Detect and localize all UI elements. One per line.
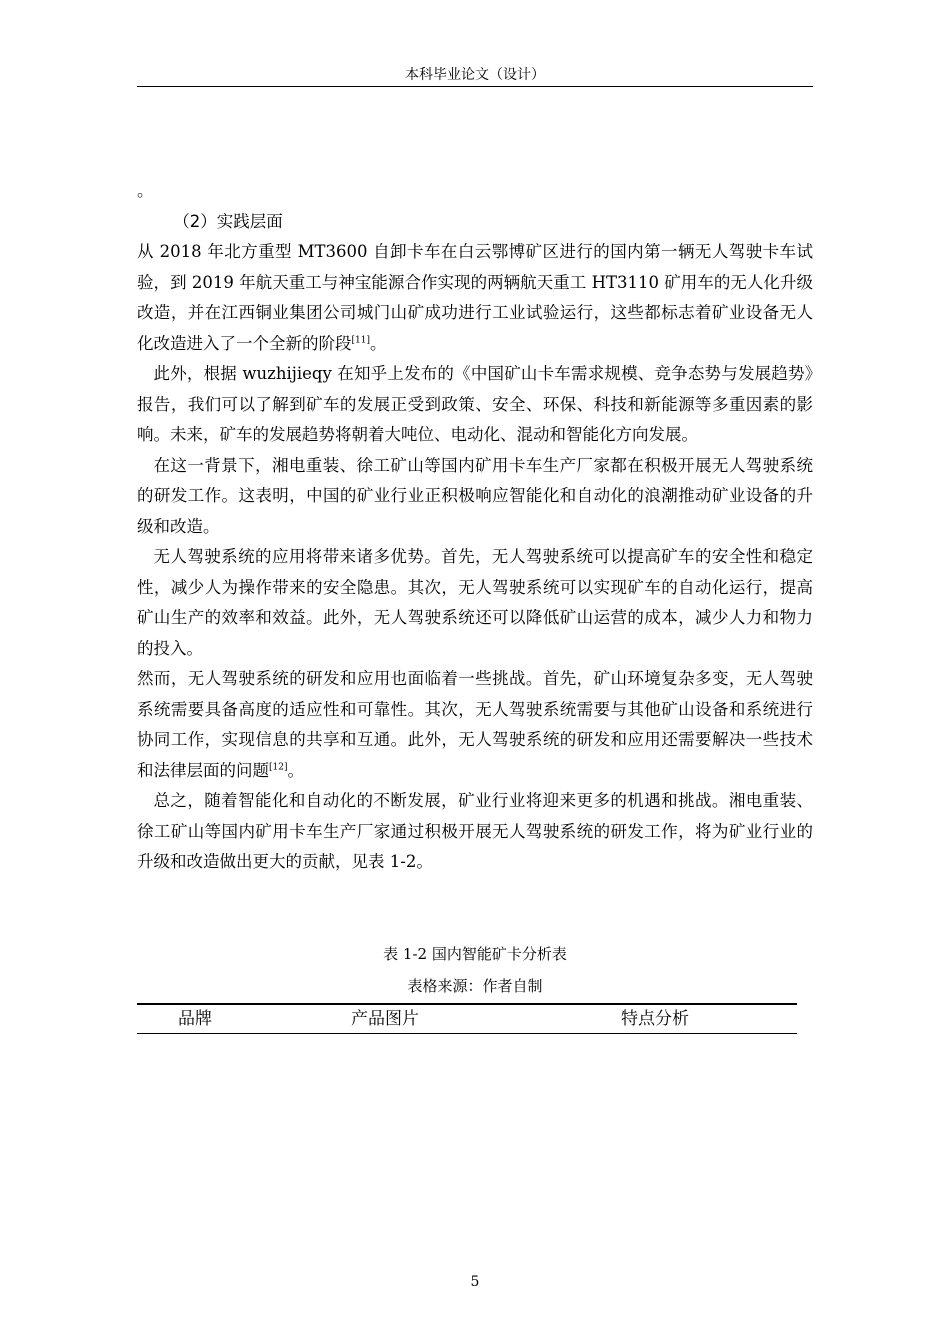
paragraph-1-text: 从 2018 年北方重型 MT3600 自卸卡车在白云鄂博矿区进行的国内第一辆无人驾驶卡车试验，到 2019 年航天重工与神宝能源合作实现的两辆航天重工 HT3110 矿用车的无人化升级改造，并在江西铜业集团公司城门山矿成功进行工业试验运行，这些都标志着矿业设备无人化改造进入了一个全新的阶段 — [137, 242, 813, 353]
page-number: 5 — [470, 1274, 480, 1290]
table-header-brand: 品牌 — [178, 1009, 212, 1029]
paragraph-1 — [137, 237, 813, 359]
page-header: 本科毕业论文（设计） — [405, 67, 545, 83]
paragraph-5 — [137, 664, 813, 786]
table-header-feature-analysis: 特点分析 — [621, 1009, 689, 1029]
paragraph-5-text: 然而，无人驾驶系统的研发和应用也面临着一些挑战。首先，矿山环境复杂多变，无人驾驶系统需要具备高度的适应性和可靠性。其次，无人驾驶系统需要与其他矿山设备和系统进行协同工作，实现信息的共享和互通。此外，无人驾驶系统的研发和应用还需要解决一些技术和法律层面的问题 — [137, 669, 813, 780]
paragraph-6: 总之，随着智能化和自动化的不断发展，矿业行业将迎来更多的机遇和挑战。湘电重装、徐工矿山等国内矿用卡车生产厂家通过积极开展无人驾驶系统的研发工作，将为矿业行业的升级和改造做出更大的贡献，见表 1-2。 — [137, 791, 813, 871]
table-header-rule — [137, 1033, 797, 1034]
table-top-rule — [137, 1003, 797, 1005]
header-divider — [137, 86, 813, 87]
paragraph-1-tail: 。 — [369, 333, 387, 353]
paragraph-2: 此外，根据 wuzhijieqy 在知乎上发布的《中国矿山卡车需求规模、竞争态势与发展趋势》报告，我们可以了解到矿车的发展正受到政策、安全、环保、科技和新能源等多重因素的影响。未来，矿车的发展趋势将朝着大吨位、电动化、混动和智能化方向发展。 — [137, 364, 813, 444]
paragraph-5-tail: 。 — [287, 760, 304, 780]
table-source: 表格来源：作者自制 — [407, 977, 543, 995]
table-header-product-image: 产品图片 — [351, 1009, 419, 1029]
paragraph-3: 在这一背景下，湘电重装、徐工矿山等国内矿用卡车生产厂家都在积极开展无人驾驶系统的研发工作。这表明，中国的矿业行业正积极响应智能化和自动化的浪潮推动矿业设备的升级和改造。 — [137, 455, 813, 536]
stray-punctuation: 。 — [137, 181, 154, 200]
table-caption: 表 1-2 国内智能矿卡分析表 — [383, 945, 567, 963]
citation-11: [11] — [351, 335, 370, 345]
paragraph-4: 无人驾驶系统的应用将带来诸多优势。首先，无人驾驶系统可以提高矿车的安全性和稳定性，减少人为操作带来的安全隐患。其次，无人驾驶系统可以实现矿车的自动化运行，提高矿山生产的效率和效益。此外，无人驾驶系统还可以降低矿山运营的成本，减少人力和物力的投入。 — [137, 547, 813, 658]
main-content — [137, 176, 813, 878]
citation-12: [12] — [269, 762, 288, 772]
section-heading: （2）实践层面 — [173, 211, 283, 231]
